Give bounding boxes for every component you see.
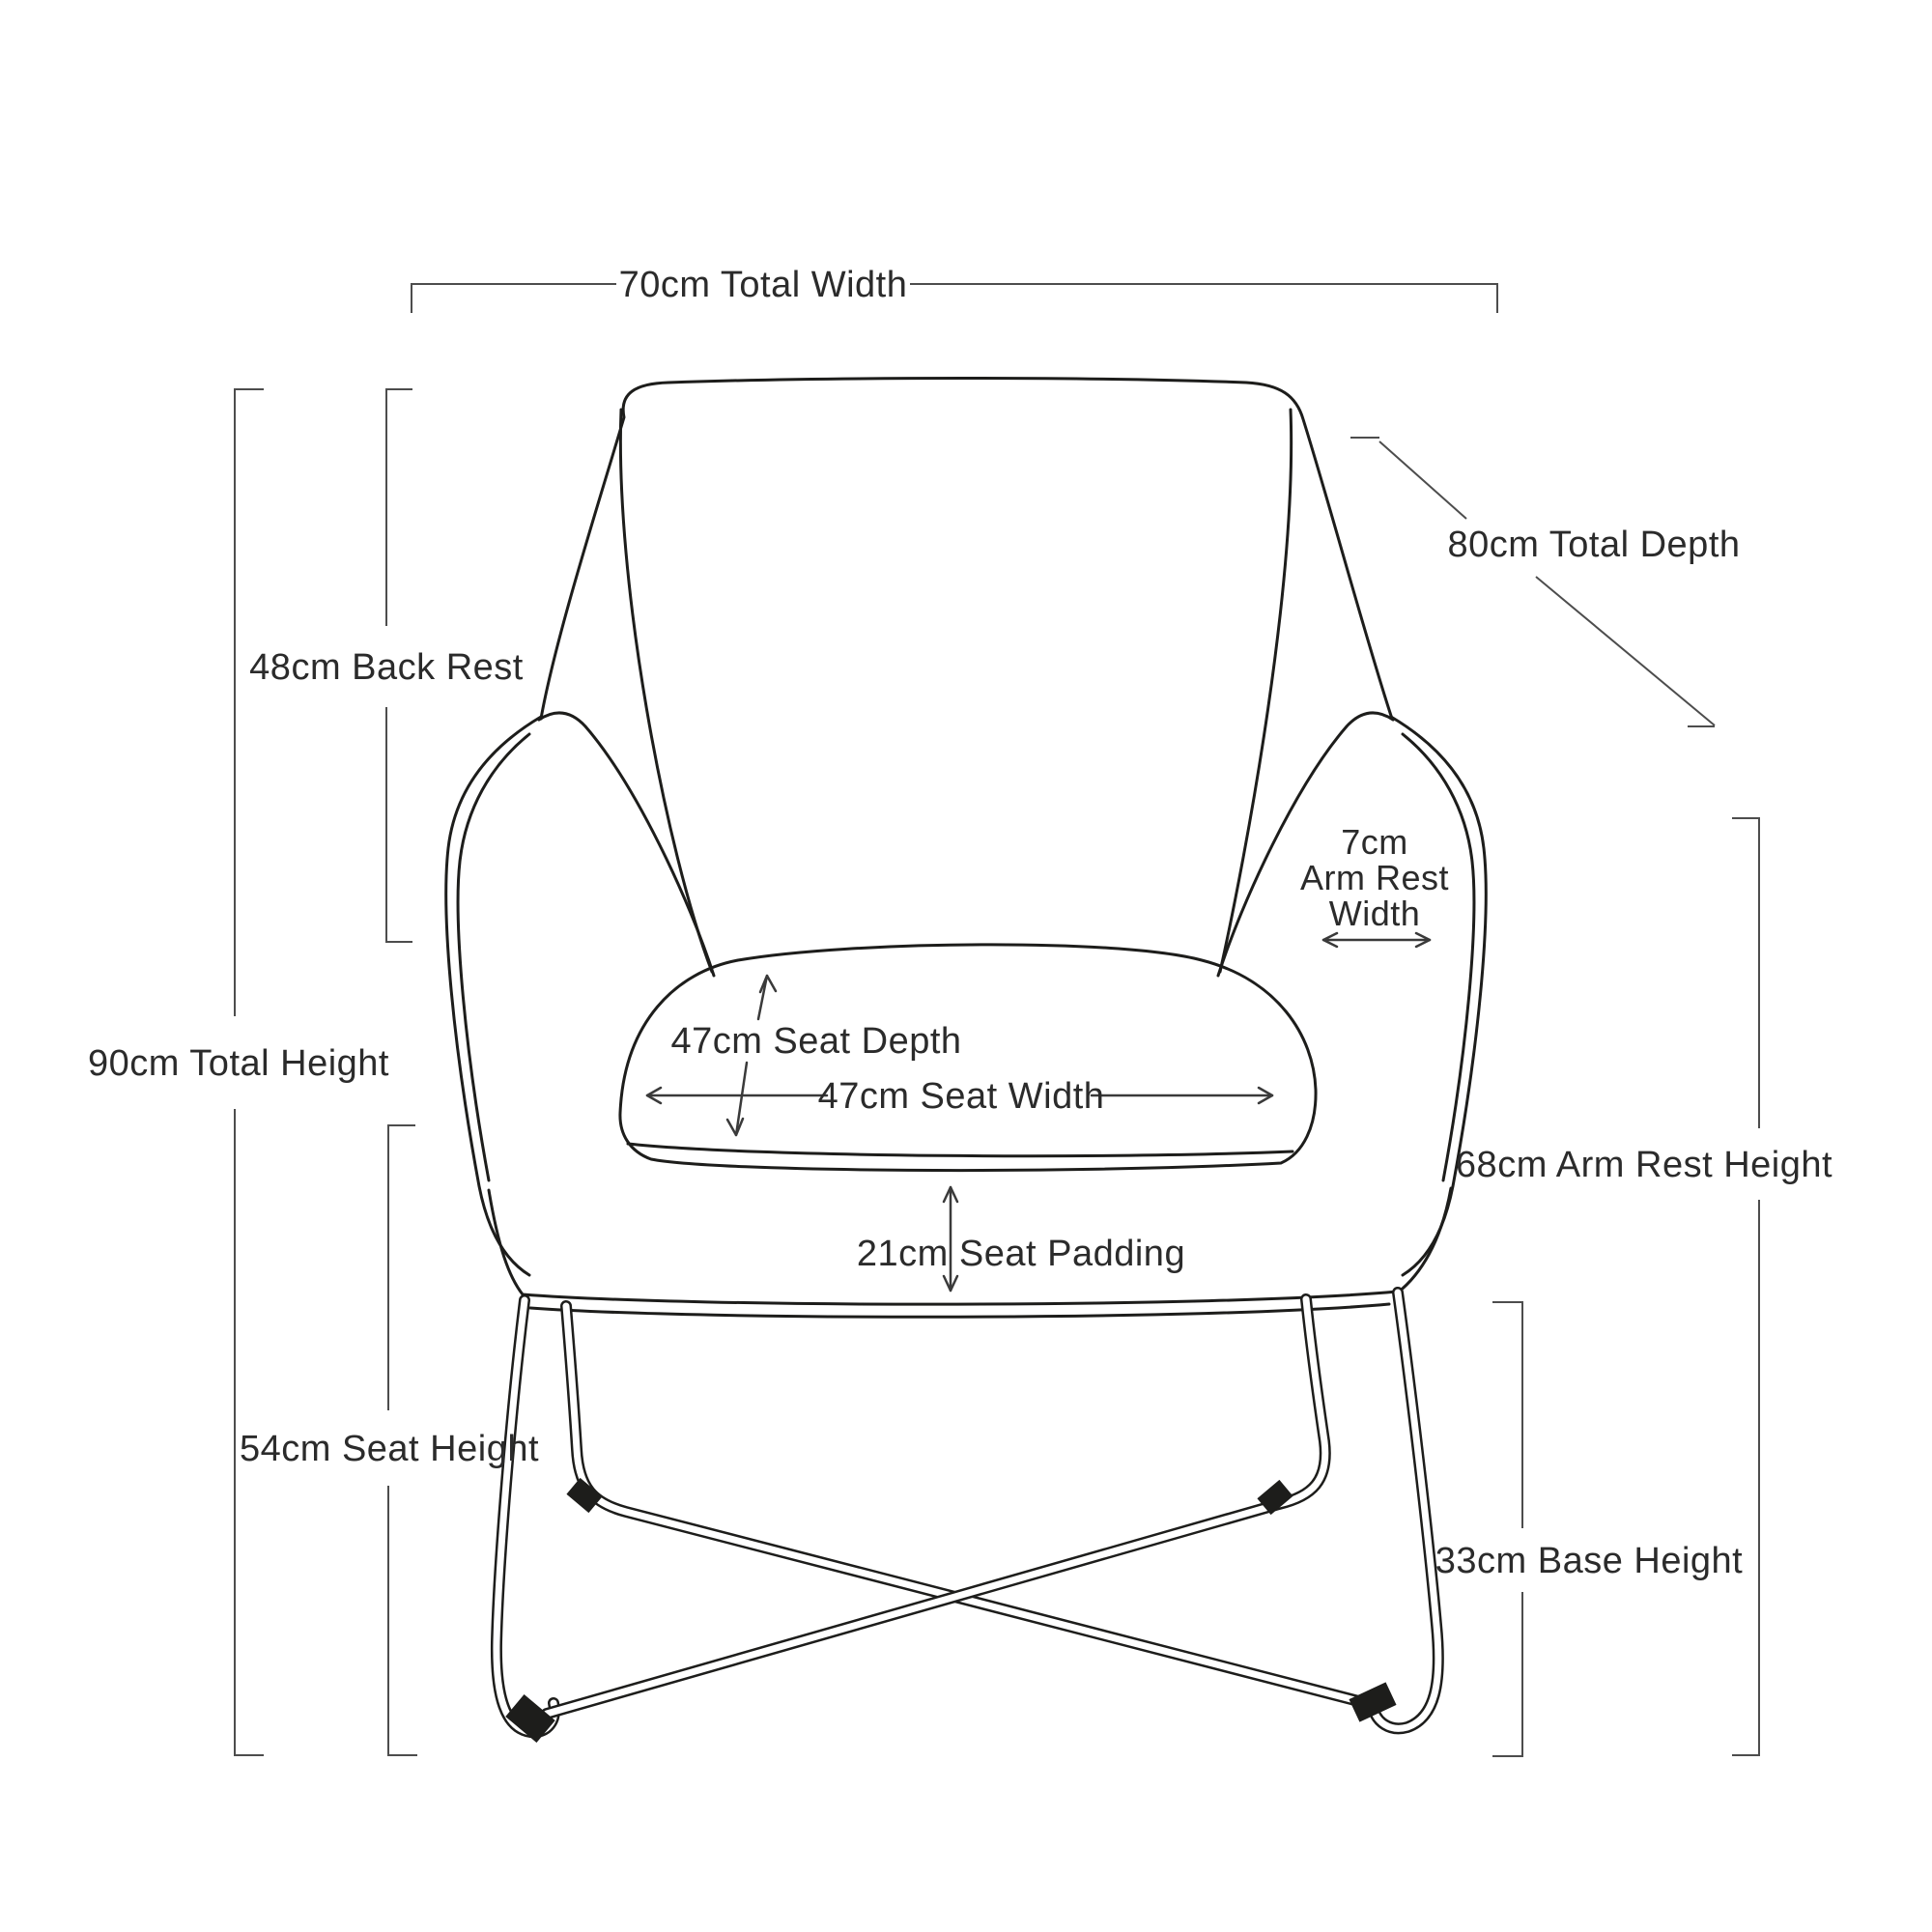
- left-outer-rail-core: [497, 1300, 554, 1732]
- seat-base-left-edge: [489, 1190, 523, 1294]
- backrest-left-seam: [620, 410, 712, 972]
- total-width-label: 70cm Total Width: [618, 265, 908, 305]
- seat-height-label: 54cm Seat Height: [239, 1429, 540, 1469]
- arm-rest-width-label-line2: Arm Rest: [1299, 858, 1450, 897]
- right-arm-outline: [1391, 717, 1486, 1275]
- left-arm-seam: [458, 734, 529, 1180]
- dimension-labels: [88, 265, 1833, 1581]
- front-left-foot: [505, 1694, 554, 1743]
- arm-rest-height-label: 68cm Arm Rest Height: [1455, 1145, 1833, 1185]
- left-arm-inner-edge: [539, 713, 714, 976]
- base-height-bracket: [1492, 1302, 1522, 1756]
- right-cross-rail: [547, 1299, 1325, 1714]
- seat-cushion-seam: [628, 1144, 1293, 1156]
- arm-rest-width-label-line1: 7cm: [1341, 822, 1408, 862]
- left-arm-outline: [446, 717, 541, 1275]
- left-cross-rail: [566, 1306, 1366, 1703]
- total-depth-line: [1350, 438, 1715, 726]
- arm-rest-width-arrow: [1323, 933, 1430, 947]
- arm-rest-height-bracket: [1732, 818, 1759, 1755]
- arm-rest-width-label: [1300, 822, 1449, 933]
- total-depth-label: 80cm Total Depth: [1447, 525, 1741, 565]
- backrest-right-seam: [1220, 410, 1292, 972]
- total-height-label: 90cm Total Height: [88, 1043, 389, 1084]
- backrest-outline: [541, 379, 1392, 720]
- rear-left-foot: [566, 1478, 602, 1513]
- base-height-label: 33cm Base Height: [1435, 1541, 1744, 1581]
- arm-rest-width-label-line3: Width: [1328, 894, 1421, 933]
- seat-depth-label: 47cm Seat Depth: [670, 1021, 962, 1062]
- seat-base-bottom-edge: [523, 1292, 1397, 1304]
- total-width-bracket: [412, 284, 1497, 313]
- seat-base-right-edge: [1398, 1188, 1451, 1293]
- chair-drawing: [446, 379, 1486, 1743]
- back-rest-label: 48cm Back Rest: [249, 647, 524, 688]
- seat-width-label: 47cm Seat Width: [817, 1076, 1105, 1117]
- dimension-marks: [235, 284, 1759, 1756]
- right-cross-rail-core: [547, 1299, 1325, 1714]
- right-arm-seam: [1403, 734, 1474, 1180]
- seat-padding-label: 21cm Seat Padding: [856, 1234, 1186, 1274]
- seat-base-bottom-seam: [530, 1304, 1389, 1317]
- sled-base: [497, 1293, 1438, 1743]
- left-cross-rail-core: [566, 1306, 1366, 1703]
